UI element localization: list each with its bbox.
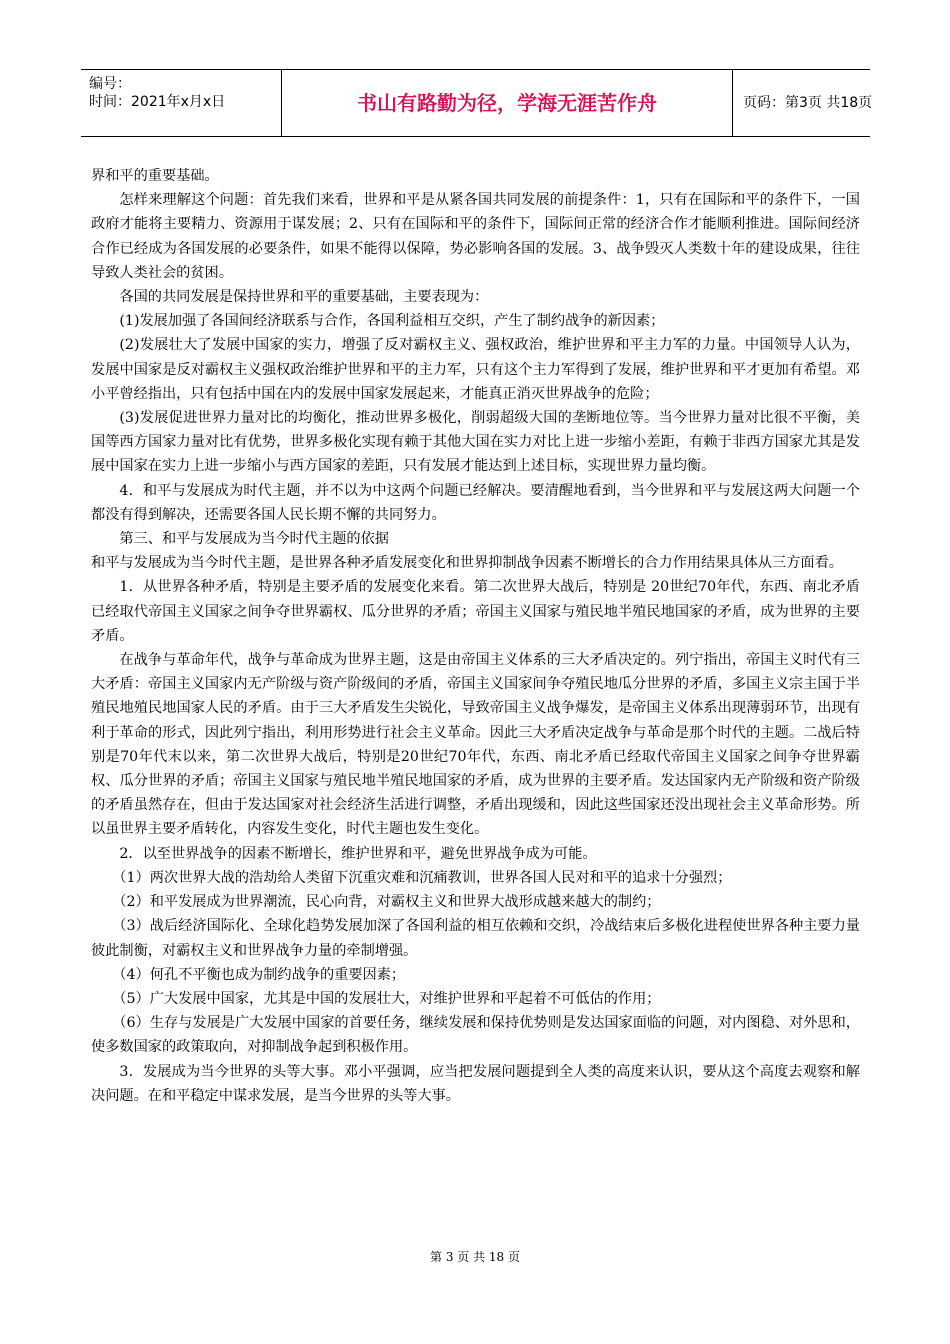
paragraph: 在战争与革命年代，战争与革命成为世界主题，这是由帝国主义体系的三大矛盾决定的。列宁指出，帝国主义时代有三大矛盾：帝国主义国家内无产阶级与资产阶级间的矛盾，帝国主义国家间争夺殖民地瓜分世界的矛盾，多国主义宗主国于半殖民地殖民地国家人民的矛盾。由于三大矛盾发生尖锐化，导致帝国主义战争爆发，是帝国主义体系出现薄弱环节，出现有利于革命的形式，因此列宁指出，利用形势进行社会主义革命。因此三大矛盾决定战争与革命是那个时代的主题。二战后特别是70年代末以来，第二次世界大战后，特别是20世纪70年代，东西、南北矛盾已经取代帝国主义国家之间争夺世界霸权、瓜分世界的矛盾；帝国主义国家与殖民地半殖民地国家的矛盾，成为世界的主要矛盾。发达国家内无产阶级和资产阶级的矛盾虽然存在，但由于发达国家对社会经济生活进行调整，矛盾出现缓和，因此这些国家还没出现社会主义革命形势。所以虽世界主要矛盾转化，内容发生变化，时代主题也发生变化。 xyxy=(91,652,860,838)
paragraph: (3)发展促进世界力量对比的均衡化，推动世界多极化，削弱超级大国的垄断地位等。当今世界力量对比很不平衡，美国等西方国家力量对比有优势，世界多极化实现有赖于其他大国在实力对比上进一步缩小差距，有赖于非西方国家尤其是发展中国家在实力上进一步缩小与西方国家的差距，只有发展才能达到上述目标，实现世界力量均衡。 xyxy=(91,410,860,475)
header-page-info: 页码：第3页 共18页 xyxy=(743,95,873,111)
list-item: （4）何孔不平衡也成为制约战争的重要因素； xyxy=(112,966,406,983)
paragraph: 界和平的重要基础。 xyxy=(91,168,219,184)
header-motto: 书山有路勤为径，学海无涯苦作舟 xyxy=(281,70,733,136)
paragraph: (2)发展壮大了发展中国家的实力，增强了反对霸权主义、强权政治，维护世界和平主力军的力量。中国领导人认为，发展中国家是反对霸权主义强权政治维护世界和平的主力军，只有这个主力军得到了发展，维护世界和平才更加有希望。邓小平曾经指出，只有包括中国在内的发展中国家发展起来，才能真正消灭世界战争的危险； xyxy=(91,337,860,402)
header-meta xyxy=(81,70,281,136)
list-item: （2）和平发展成为世界潮流，民心向背，对霸权主义和世界大战形成越来越大的制约； xyxy=(112,894,661,911)
time-label: 时间：2021年x月x日 xyxy=(89,94,226,110)
page-footer: 第 3 页 共 18 页 xyxy=(430,1250,520,1264)
section-heading: 第三、和平与发展成为当今时代主题的依据 xyxy=(119,531,389,548)
document-body xyxy=(91,164,860,1108)
list-item: （5）广大发展中国家，尤其是中国的发展壮大，对维护世界和平起着不可低估的作用； xyxy=(112,990,661,1007)
paragraph: 各国的共同发展是保持世界和平的重要基础，主要表现为： xyxy=(119,289,489,306)
list-item: （3）战后经济国际化、全球化趋势发展加深了各国利益的相互依赖和交织，冷战结束后多极化进程使世界各种主要力量彼此制衡，对霸权主义和世界战争力量的牵制增强。 xyxy=(91,918,860,959)
number-label: 编号： xyxy=(89,76,131,92)
paragraph: 3．发展成为当今世界的头等大事。邓小平强调，应当把发展问题提到全人类的高度来认识，要从这个高度去观察和解决问题。在和平稳定中谋求发展，是当今世界的头等大事。 xyxy=(91,1063,860,1104)
paragraph: 4．和平与发展成为时代主题，并不以为中这两个问题已经解决。要清醒地看到，当今世界和平与发展这两大问题一个都没有得到解决，还需要各国人民长期不懈的共同努力。 xyxy=(91,482,860,523)
paragraph: 2．以至世界战争的因素不断增长，维护世界和平，避免世界战争成为可能。 xyxy=(119,845,597,862)
list-item: （6）生存与发展是广大发展中国家的首要任务，继续发展和保持优势则是发达国家面临的问题，对内图稳、对外思和，使多数国家的政策取向，对抑制战争起到积极作用。 xyxy=(91,1015,860,1056)
list-item: （1）两次世界大战的浩劫给人类留下沉重灾难和沉痛教训，世界各国人民对和平的追求十分强烈； xyxy=(112,869,732,886)
paragraph: 1．从世界各种矛盾，特别是主要矛盾的发展变化来看。第二次世界大战后，特别是 20世纪70年代，东西、南北矛盾已经取代帝国主义国家之间争夺世界霸权、瓜分世界的矛盾；帝国主义国家与殖民地半殖民地国家的矛盾，成为世界的主要矛盾。 xyxy=(91,579,860,644)
paragraph: 和平与发展成为当今时代主题，是世界各种矛盾发展变化和世界抑制战争因素不断增长的合力作用结果具体从三方面看。 xyxy=(91,555,843,572)
paragraph: 怎样来理解这个问题：首先我们来看，世界和平是从紧各国共同发展的前提条件：1，只有在国际和平的条件下，一国政府才能将主要精力、资源用于谋发展；2、只有在国际和平的条件下，国际间正常的经济合作才能顺利推进。国际间经济合作已经成为各国发展的必要条件，如果不能得以保障，势必影响各国的发展。3、战争毁灭人类数十年的建设成果，往往导致人类社会的贫困。 xyxy=(91,192,860,281)
document-header xyxy=(81,69,873,137)
paragraph: (1)发展加强了各国间经济联系与合作，各国利益相互交织，产生了制约战争的新因素； xyxy=(119,313,665,330)
